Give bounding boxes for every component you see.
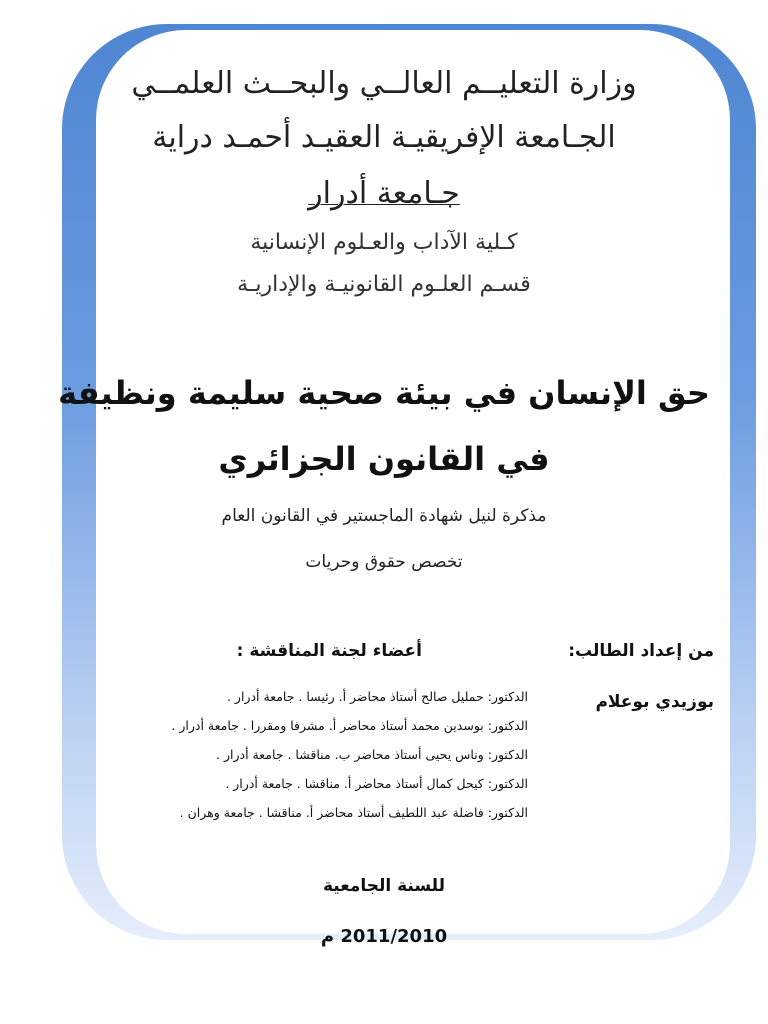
academic-year: 2011/2010 م xyxy=(320,926,448,947)
department-heading: قسـم العلـوم القانونيـة والإداريـة xyxy=(237,272,531,297)
academic-year-label: للسنة الجامعية xyxy=(322,876,445,896)
ministry-heading: وزارة التعليــم العالــي والبحــث العلمــي xyxy=(131,66,637,101)
committee-member: الدكتور: بوسدين محمد أستاذ محاضر أ. مشرفا ومقررا . جامعة أدرار . xyxy=(171,718,528,733)
committee-label: أعضاء لجنة المناقشة : xyxy=(236,641,422,661)
committee-member: الدكتور: حمليل صالح أستاذ محاضر أ. رئيسا . جامعة أدرار . xyxy=(226,689,528,704)
student-label: من إعداد الطالب: xyxy=(568,641,714,661)
student-name: بوزيدي بوعلام xyxy=(595,692,714,712)
committee-list xyxy=(28,682,528,827)
thesis-title-line1: حق الإنسان في بيئة صحية سليمة ونظيفة xyxy=(58,374,710,412)
faculty-heading: كـلية الآداب والعـلوم الإنسانية xyxy=(250,230,518,255)
committee-member: الدكتور: كيحل كمال أستاذ محاضر أ. مناقشا . جامعة أدرار . xyxy=(225,776,528,791)
university-heading: الجـامعة الإفريقيـة العقيـد أحمـد دراية xyxy=(152,120,616,155)
specialty-statement: تخصص حقوق وحريات xyxy=(305,552,463,572)
degree-statement: مذكرة لنيل شهادة الماجستير في القانون العام xyxy=(221,506,547,526)
committee-member: الدكتور: وناس يحيى أستاذ محاضر ب. مناقشا . جامعة أدرار . xyxy=(216,747,528,762)
committee-member: الدكتور: فاضلة عبد اللطيف أستاذ محاضر أ. مناقشا . جامعة وهران . xyxy=(179,805,528,820)
thesis-title-line2: في القانون الجزائري xyxy=(218,440,550,478)
campus-heading: جـامعة أدرار xyxy=(308,176,460,211)
